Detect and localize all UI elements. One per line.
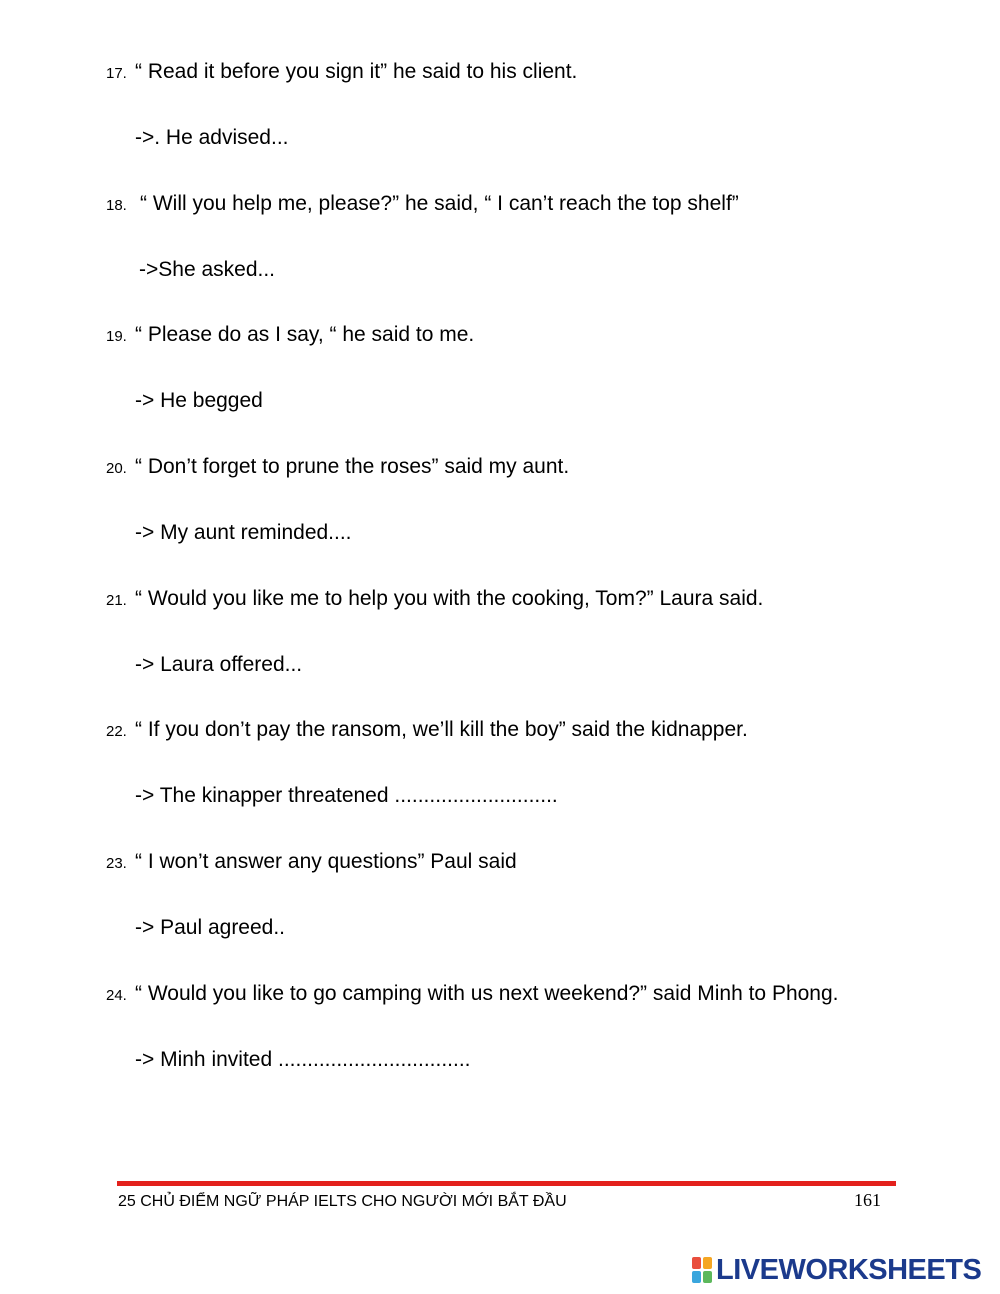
brand-name: LIVEWORKSHEETS [716,1253,982,1286]
answer-prompt: -> The kinapper threatened ............................ [135,784,558,807]
question-number: 21. [106,592,127,609]
question-number: 19. [106,328,127,345]
question-text: “ Please do as I say, “ he said to me. [135,323,475,346]
question-text: “ Would you like me to help you with the cooking, Tom?” Laura said. [135,587,764,610]
answer-prompt: ->She asked... [139,258,275,281]
page-number: 161 [854,1190,881,1210]
question-number: 24. [106,987,127,1004]
question-number: 17. [106,65,127,82]
answer-prompt: -> Laura offered... [135,653,303,676]
footer-divider [117,1181,896,1186]
answer-prompt: -> Paul agreed.. [135,916,286,939]
answer-prompt: -> He begged [135,389,263,412]
answer-prompt: -> Minh invited ................................. [135,1048,471,1071]
question-number: 23. [106,855,127,872]
liveworksheets-logo-icon [692,1257,712,1283]
question-text: “ Will you help me, please?” he said, “ I can’t reach the top shelf” [140,192,739,215]
question-text: “ If you don’t pay the ransom, we’ll kill the boy” said the kidnapper. [135,718,748,741]
question-text: “ I won’t answer any questions” Paul said [135,850,517,873]
question-text: “ Don’t forget to prune the roses” said my aunt. [135,455,570,478]
question-text: “ Would you like to go camping with us next weekend?” said Minh to Phong. [135,982,839,1005]
question-number: 20. [106,460,127,477]
question-number: 18. [106,197,127,214]
question-text: “ Read it before you sign it” he said to his client. [135,60,578,83]
answer-prompt: -> My aunt reminded.... [135,521,352,544]
answer-prompt: ->. He advised... [135,126,289,149]
liveworksheets-brand[interactable] [692,1252,981,1288]
question-number: 22. [106,723,127,740]
footer-book-title: 25 CHỦ ĐIỂM NGỮ PHÁP IELTS CHO NGƯỜI MỚI BẮT ĐẦU [118,1193,567,1210]
